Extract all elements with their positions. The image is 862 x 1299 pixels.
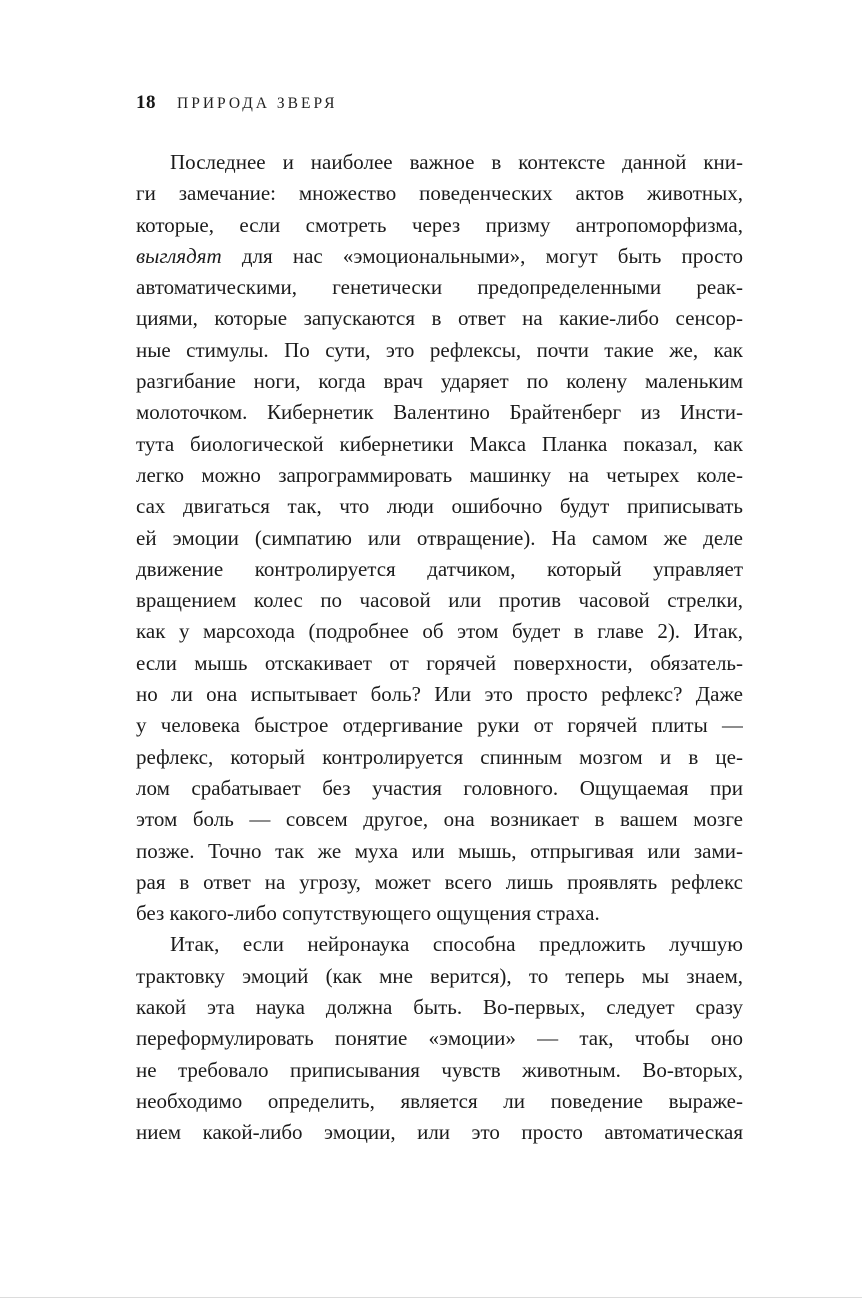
text-line: лом срабатывает без участия головного. Ощущаемая при [136,775,743,800]
text-line: тута биологической кибернетики Макса Планка показал, как [136,431,743,456]
body-text [136,147,743,1149]
text-line: молоточком. Кибернетик Валентино Брайтенберг из Инсти- [136,400,743,425]
text-line: разгибание ноги, когда врач ударяет по колену маленьким [136,369,743,394]
text-line: у человека быстрое отдергивание руки от горячей плиты — [136,713,743,738]
text-line: но ли она испытывает боль? Или это просто рефлекс? Даже [136,682,743,707]
text-line: трактовку эмоций (как мне верится), то теперь мы знаем, [136,963,743,988]
text-line: необходимо определить, является ли поведение выраже- [136,1088,743,1113]
text-line: Последнее и наиболее важное в контексте данной кни- [170,150,743,174]
running-title: ПРИРОДА ЗВЕРЯ [177,95,338,112]
text-line: как у марсохода (подробнее об этом будет в главе 2). Итак, [136,619,743,644]
page-header [136,92,337,114]
text-line: циями, которые запускаются в ответ на какие-либо сенсор- [136,306,743,331]
text-line: движение контролируется датчиком, который управляет [136,556,743,581]
paragraph [136,929,743,1148]
text-line: если мышь отскакивает от горячей поверхности, обязатель- [136,650,743,675]
text-line: переформулировать понятие «эмоции» — так, чтобы оно [136,1026,743,1051]
paragraph [136,147,743,929]
text-line: позже. Точно так же муха или мышь, отпрыгивая или зами- [136,838,743,863]
text-line: не требовало приписывания чувств животным. Во-вторых, [136,1057,743,1082]
emphasized-text: выглядят [136,243,222,268]
text-line: без какого-либо сопутствующего ощущения страха. [136,901,600,926]
text-line: сах двигаться так, что люди ошибочно будут приписывать [136,494,743,519]
text-line: рефлекс, который контролируется спинным мозгом и в це- [136,744,743,769]
page-number: 18 [136,92,156,113]
text-line: легко можно запрограммировать машинку на четырех коле- [136,462,743,487]
text-line: ги замечание: множество поведенческих актов животных, [136,181,743,206]
text-line: ные стимулы. По сути, это рефлексы, почти такие же, как [136,337,743,362]
text-line: вращением колес по часовой или против часовой стрелки, [136,588,743,613]
text-line: которые, если смотреть через призму антропоморфизма, [136,212,743,237]
text-line: автоматическими, генетически предопределенными реак- [136,275,743,300]
text-line: какой эта наука должна быть. Во-первых, следует сразу [136,995,743,1020]
text-line: ей эмоции (симпатию или отвращение). На самом же деле [136,525,743,550]
text-line: этом боль — совсем другое, она возникает в вашем мозге [136,807,743,832]
page-bottom-edge [0,1297,862,1298]
text-line: выглядят для нас «эмоциональными», могут быть просто [136,243,743,268]
text-line: рая в ответ на угрозу, может всего лишь проявлять рефлекс [136,869,743,894]
text-line: нием какой-либо эмоции, или это просто автоматическая [136,1120,743,1145]
text-line: Итак, если нейронаука способна предложить лучшую [170,932,743,957]
